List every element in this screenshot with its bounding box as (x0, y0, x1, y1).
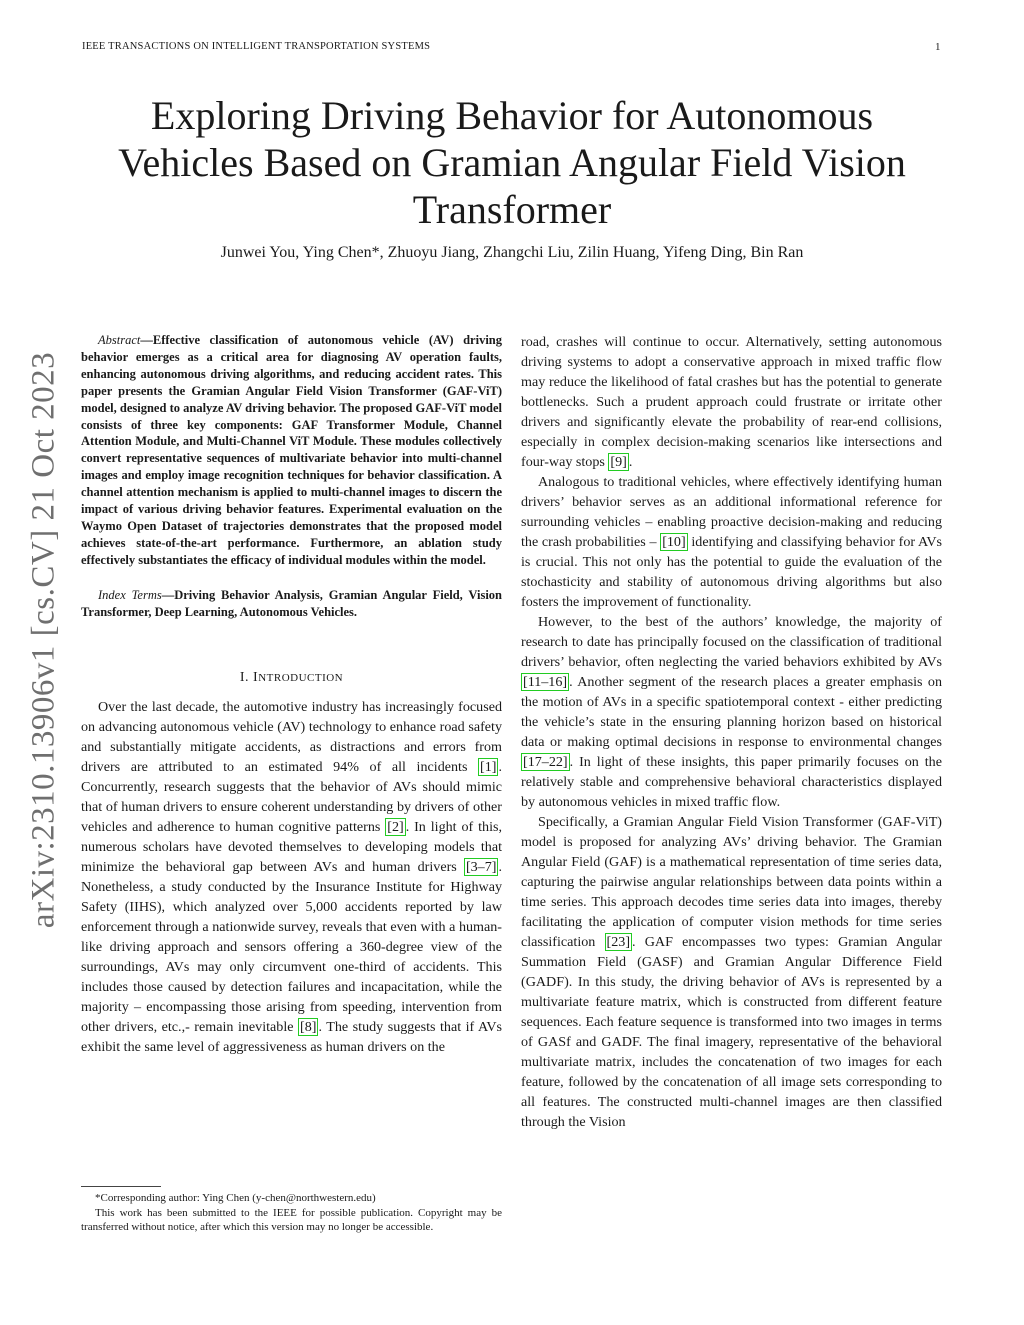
corresponding-author-note: *Corresponding author: Ying Chen (y-chen@northwestern.edu) (95, 1192, 376, 1204)
paper-title: Exploring Driving Behavior for Autonomous Vehicles Based on Gramian Angular Field Vision Transformer (118, 93, 906, 232)
section-numeral: I. I (239, 669, 259, 685)
journal-header: IEEE TRANSACTIONS ON INTELLIGENT TRANSPORTATION SYSTEMS (82, 41, 431, 52)
section-name: NTRODUCTION (258, 671, 344, 684)
page-number: 1 (935, 41, 941, 53)
paragraph-text: . Nonetheless, a study conducted by the Insurance Institute for Highway Safety (IIHS), which analyzed over 5,000 accidents reported by law enforcement through a nationwide survey, reveals that even with a human-like driving approach and sensors offering a 360-degree view of the surroundings, AVs may only circumvent one-third of accidents. This includes those caused by detection failures and incapacitation, while the majority – encompassing those arising from speeding, intervention from other drivers, etc.,- remain inevitable (81, 858, 502, 1035)
citation-link[interactable]: [17–22] (523, 754, 568, 770)
index-terms-label: Index Terms (98, 587, 162, 602)
paragraph-text: Analogous to traditional vehicles, where effectively identifying human drivers’ behavior serves as an additional informational reference for surrounding vehicles – enabling proactive decision-making and reducing the crash probabilities – (521, 474, 942, 550)
paragraph-text: However, to the best of the authors’ knowledge, the majority of research to date has principally focused on the classification of traditional drivers’ behavior, often neglecting the varied behaviors exhibited by AVs (521, 614, 942, 670)
citation-link[interactable]: [8] (300, 1018, 317, 1035)
citation-link[interactable]: [10] (662, 534, 686, 550)
abstract-text: —Effective classification of autonomous vehicle (AV) driving behavior emerges as a critical area for diagnosing AV operation faults, enhancing autonomous driving algorithms, and reducing accident rates. This paper presents the Gramian Angular Field Vision Transformer (GAF-ViT) model, designed to analyze AV driving behavior. The proposed GAF-ViT model consists of three key components: GAF Transformer Module, Channel Attention Module, and Multi-Channel ViT Module. These modules collectively convert representative sequences of multivariate behavior into multi-channel images and employ image recognition techniques for behavior classification. A channel attention mechanism is applied to multi-channel images to discern the impact of various driving behavior features. Experimental evaluation on the Waymo Open Dataset of trajectories demonstrates that the proposed model achieves state-of-the-art performance. Furthermore, an ablation study effectively substantiates the efficacy of individual modules within the model. (81, 333, 502, 567)
section-heading-introduction (81, 668, 502, 688)
citation-link[interactable]: [23] (606, 934, 631, 950)
paragraph-text: . (628, 454, 633, 470)
paragraph-text: . Another segment of the research places a greater emphasis on the motion of AVs in a specific spatiotemporal context - either predicting the vehicle’s state in the ensuring planning horizon based on historical data or making optimal decisions in response to environmental changes (521, 674, 942, 750)
intro-paragraph-2 (521, 472, 942, 612)
left-column (81, 332, 502, 1057)
index-terms-text: —Driving Behavior Analysis, Gramian Angular Field, Vision Transformer, Deep Learning, Autonomous Vehicles. (81, 587, 502, 619)
intro-paragraph-1-continued (521, 332, 942, 472)
footnote (81, 1191, 502, 1235)
paragraph-text: identifying and classifying behavior for AVs is crucial. This not only has the potential to guide the evaluation of the stochasticity and stability of autonomous driving algorithms but also fosters the improvement of functionality. (521, 534, 942, 610)
paragraph-text: . In light of this, numerous scholars have devoted themselves to developing models that minimize the behavioral gap between AVs and human drivers (81, 818, 502, 875)
paragraph-text: . Concurrently, research suggests that the behavior of AVs should mimic that of human drivers to ensure coherent understanding by drivers of other vehicles and adherence to human cognitive patterns (81, 758, 502, 835)
paragraph-text: Over the last decade, the automotive industry has increasingly focused on advancing autonomous vehicle (AV) technology to enhance road safety and substantially mitigate accidents, as distractions and errors from drivers are attributed to an estimated 94% of all incidents (81, 698, 502, 775)
citation-link[interactable]: [1] (480, 758, 497, 775)
paragraph-text: . GAF encompasses two types: Gramian Angular Summation Field (GASF) and Gramian Angular Difference Field (GADF). In this study, the driving behavior of AVs is represented by a multivariate feature matrix, which is constructed from different feature sequences. Each feature sequence is transformed into two images in terms of GASf and GADF. The final imagery, representative of the behavioral multivariate matrix, includes the concatenation of two images for each feature, followed by the concatenation of all image sets corresponding to all features. The constructed multi-channel images are then classified through the Vision (521, 934, 942, 1130)
paragraph-text: Specifically, a Gramian Angular Field Vision Transformer (GAF-ViT) model is proposed for analyzing AVs’ driving behavior. The Gramian Angular Field (GAF) is a mathematical representation of time series data, capturing the pairwise angular relationships between data points within a time series. This approach decodes time series data into images, thereby facilitating the application of computer vision methods for time series classification (521, 814, 942, 950)
paragraph-text: road, crashes will continue to occur. Alternatively, setting autonomous driving systems to adopt a conservative approach in mixed traffic flow may reduce the likelihood of fatal crashes but has the potential to generate bottlenecks. Such a prudent approach could frustrate or irritate other drivers and significantly elevate the probability of rear-end collisions, especially in complex decision-making scenarios like intersections and four-way stops (521, 334, 942, 470)
intro-paragraph-3 (521, 612, 942, 812)
paragraph-text: . The study suggests that if AVs exhibit the same level of aggressiveness as human drivers on the (81, 1018, 502, 1055)
index-terms (81, 587, 502, 621)
intro-paragraph-1 (81, 697, 502, 1057)
submission-note: This work has been submitted to the IEEE for possible publication. Copyright may be transferred without notice, after which this version may no longer be accessible. (81, 1206, 502, 1233)
intro-paragraph-4 (521, 812, 942, 1132)
citation-link[interactable]: [9] (610, 454, 627, 470)
right-column (521, 332, 942, 1132)
author-list: Junwei You, Ying Chen*, Zhuoyu Jiang, Zhangchi Liu, Zilin Huang, Yifeng Ding, Bin Ran (220, 244, 804, 261)
paragraph-text: . In light of these insights, this paper primarily focuses on the relatively stable and comprehensive behavioral characteristics displayed by autonomous vehicles in mixed traffic flow. (521, 754, 942, 810)
abstract (81, 332, 502, 569)
footnote-divider (81, 1186, 161, 1187)
citation-link[interactable]: [11–16] (523, 674, 568, 690)
abstract-label: Abstract (98, 333, 141, 347)
citation-link[interactable]: [2] (387, 818, 404, 835)
arxiv-identifier[interactable]: arXiv:2310.13906v1 [cs.CV] 21 Oct 2023 (25, 351, 62, 929)
citation-link[interactable]: [3–7] (465, 858, 497, 875)
